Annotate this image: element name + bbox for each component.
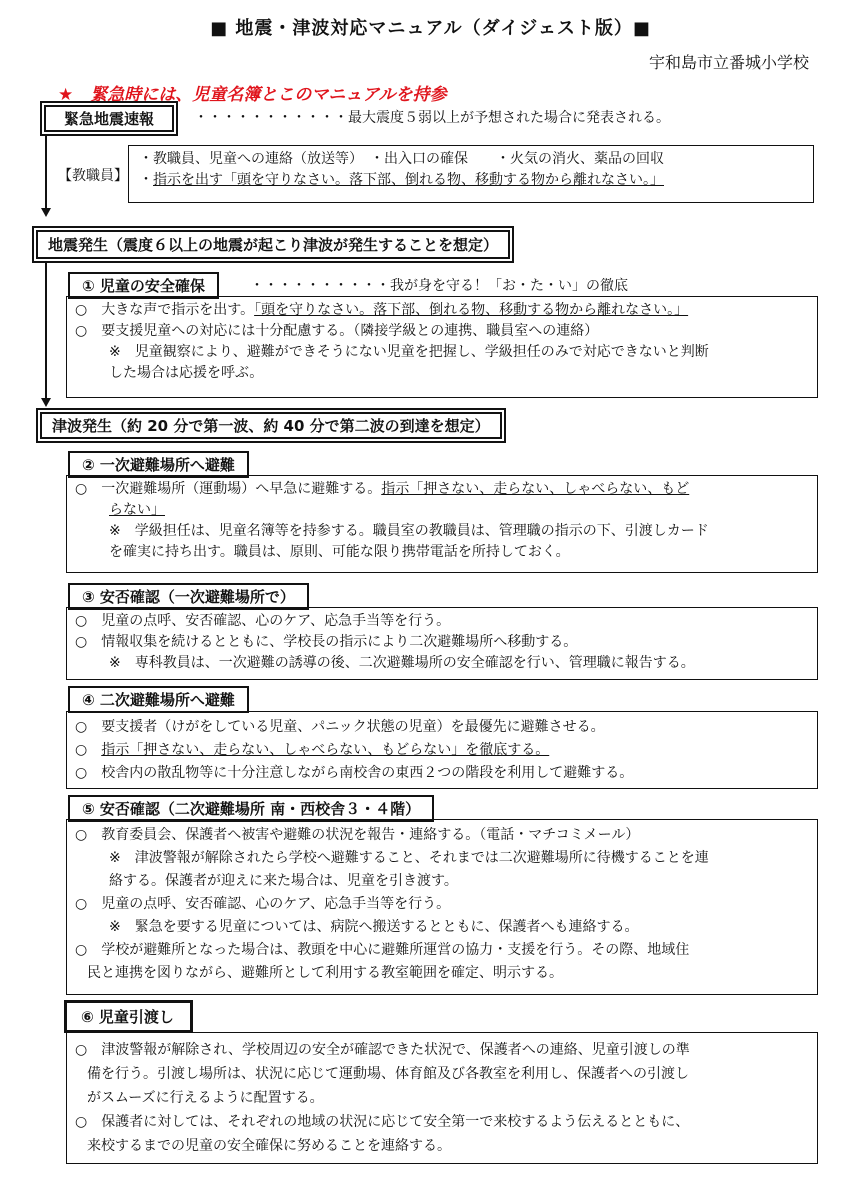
s3-header [68,583,309,610]
s2-line-2-text: らない」 [109,502,165,518]
flow-arrow-2 [41,398,51,407]
s4-line-2 [75,739,809,762]
s3-line-2: ○ 情報収集を続けるとともに、学校長の指示により二次避難場所へ移動する。 [75,634,578,650]
s1-line-4: した場合は応援を呼ぶ。 [109,365,264,381]
s4-line-2-a: ○ [75,742,102,758]
s1-label: ① 児童の安全確保 [82,277,205,295]
eew-label: 緊急地震速報 [64,110,155,128]
urgent-notice: ★ 緊急時には、児童名簿とこのマニュアルを持参 [58,85,447,105]
flow-line-2 [45,258,47,400]
page-title: ■ 地震・津波対応マニュアル（ダイジェスト版）■ [210,18,651,39]
staff-line-2 [139,170,803,191]
s2-line-4: を確実に持ち出す。職員は、原則、可能な限り携帯電話を所持しておく。 [109,544,570,560]
s5-line-5: ※ 緊急を要する児童については、病院へ搬送するとともに、保護者へも連絡する。 [109,919,639,935]
s1-box [66,296,818,398]
s2-line-1 [75,479,809,500]
s5-line-3: 絡する。保護者が迎えに来た場合は、児童を引き渡す。 [109,873,458,889]
flow-arrow-1 [41,208,51,217]
staff-line-1: ・教職員、児童への連絡（放送等） ・出入口の確保 ・火気の消火、薬品の回収 [139,151,664,167]
s3-box [66,607,818,680]
s5-line-7: 民と連携を図りながら、避難所として利用する教室範囲を確定、明示する。 [87,965,563,981]
quake-header [36,230,510,259]
s1-line-1 [75,300,809,321]
s6-line-2: 備を行う。引渡し場所は、状況に応じて運動場、体育館及び各教室を利用し、保護者への引渡し [87,1066,689,1082]
s3-line-3: ※ 専科教員は、一次避難の誘導の後、二次避難場所の安全確認を行い、管理職に報告する。 [109,655,695,671]
s6-line-1: ○ 津波警報が解除され、学校周辺の安全が確認できた状況で、保護者への連絡、児童引渡しの準 [75,1042,690,1058]
s1-line-1-b: 「頭を守りなさい。落下部、倒れる物、移動する物から離れなさい。」 [254,302,689,318]
s5-line-6: ○ 学校が避難所となった場合は、教頭を中心に避難所運営の協力・支援を行う。その際、地域住 [75,942,690,958]
s6-box [66,1032,818,1164]
eew-header [44,105,174,132]
eew-tail: ・・・・・・・・・・・最大震度５弱以上が予想された場合に発表される。 [194,110,670,126]
s4-line-2-b: 指示「押さない、走らない、しゃべらない、もどらない」を徹底する。 [101,742,550,758]
s2-line-1-a: ○ 一次避難場所（運動場）へ早急に避難する。 [75,481,382,497]
s1-header [68,272,219,299]
s5-line-4: ○ 児童の点呼、安否確認、心のケア、応急手当等を行う。 [75,896,451,912]
s5-box [66,819,818,995]
s4-box [66,711,818,789]
s6-label: ⑥ 児童引渡し [81,1008,174,1026]
s6-header [64,1000,193,1033]
s2-label: ② 一次避難場所へ避難 [82,456,235,474]
s2-line-2 [75,500,809,521]
s1-tail: ・・・・・・・・・・我が身を守る！「お・た・い」の徹底 [250,278,628,294]
s3-label: ③ 安否確認（一次避難場所で） [82,588,295,606]
s6-line-4: ○ 保護者に対しては、それぞれの地域の状況に応じて安全第一で来校するよう伝えるとともに、 [75,1114,690,1130]
s6-line-5: 来校するまでの児童の安全確保に努めることを連絡する。 [87,1138,451,1154]
s5-line-2: ※ 津波警報が解除されたら学校へ避難すること、それまでは二次避難場所に待機することを連 [109,850,709,866]
s4-line-1: ○ 要支援者（けがをしている児童、パニック状態の児童）を最優先に避難させる。 [75,719,605,735]
staff-line-2-bullet: ・ [139,172,153,188]
s6-line-3: がスムーズに行えるように配置する。 [87,1090,324,1106]
tsunami-label: 津波発生（約 20 分で第一波、約 40 分で第二波の到達を想定） [52,417,490,435]
flow-line-1 [45,130,47,210]
staff-box [128,145,814,203]
staff-label: 【教職員】 [58,168,128,184]
quake-label: 地震発生（震度６以上の地震が起こり津波が発生することを想定） [48,236,499,254]
s5-label: ⑤ 安否確認（二次避難場所 南・西校舎３・４階） [82,800,421,818]
s4-label: ④ 二次避難場所へ避難 [82,691,235,709]
s1-line-2: ○ 要支援児童への対応には十分配慮する。（隣接学級との連携、職員室への連絡） [75,323,599,339]
s2-line-3: ※ 学級担任は、児童名簿等を持参する。職員室の教職員は、管理職の指示の下、引渡しカード [109,523,709,539]
staff-line-2-text: 指示を出す「頭を守りなさい。落下部、倒れる物、移動する物から離れなさい。」 [153,172,664,188]
school-name: 宇和島市立番城小学校 [648,53,809,72]
s3-line-1: ○ 児童の点呼、安否確認、心のケア、応急手当等を行う。 [75,613,451,629]
s1-line-3: ※ 児童観察により、避難ができそうにない児童を把握し、学級担任のみで対応できないと判断 [109,344,709,360]
s2-box [66,475,818,573]
s5-header [68,795,434,822]
s1-line-1-a: ○ 大きな声で指示を出す。 [75,302,255,318]
tsunami-header [40,412,502,439]
s2-line-1-b: 指示「押さない、走らない、しゃべらない、もど [381,481,690,497]
s5-line-1: ○ 教育委員会、保護者へ被害や避難の状況を報告・連絡する。（電話・マチコミメール） [75,827,640,843]
s4-line-3: ○ 校舎内の散乱物等に十分注意しながら南校舎の東西２つの階段を利用して避難する。 [75,765,634,781]
s2-header [68,451,249,478]
s4-header [68,686,249,713]
